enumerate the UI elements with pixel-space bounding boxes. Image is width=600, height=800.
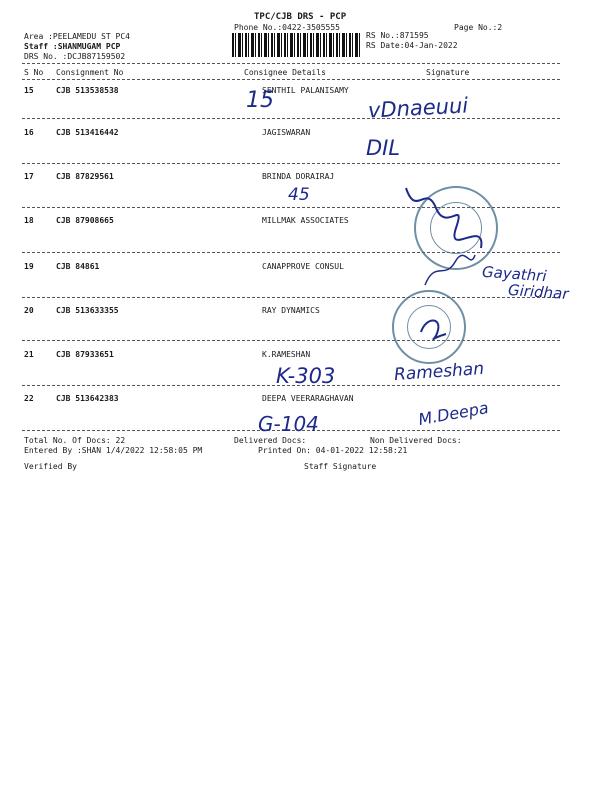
handwritten-note: 45 bbox=[288, 185, 310, 205]
column-header-sno: S No bbox=[24, 68, 44, 77]
handwritten-note: G-104 bbox=[258, 412, 319, 436]
handwritten-signature: M.Deepa bbox=[416, 397, 490, 430]
column-header-signature: Signature bbox=[426, 68, 470, 77]
printed-on: Printed On: 04-01-2022 12:58:21 bbox=[258, 446, 408, 455]
handwritten-note: 15 bbox=[246, 88, 274, 113]
divider bbox=[22, 163, 560, 164]
row-serial: 16 bbox=[24, 128, 34, 137]
row-consignment: CJB 87908665 bbox=[56, 216, 114, 225]
entered-by: Entered By :SHAN 1/4/2022 12:58:05 PM bbox=[24, 446, 203, 455]
handwritten-signature: Gayathri bbox=[481, 262, 548, 286]
row-consignment: CJB 84861 bbox=[56, 262, 100, 271]
row-consignee: JAGISWARAN bbox=[262, 128, 311, 137]
divider bbox=[22, 297, 560, 298]
area-label: Area :PEELAMEDU ST PC4 bbox=[24, 32, 130, 41]
row-consignment: CJB 513416442 bbox=[56, 128, 119, 137]
row-consignment: CJB 513538538 bbox=[56, 86, 119, 95]
staff-signature: Staff Signature bbox=[304, 462, 377, 471]
row-consignment: CJB 513642383 bbox=[56, 394, 119, 403]
row-consignment: CJB 513633355 bbox=[56, 306, 119, 315]
row-consignee: K.RAMESHAN bbox=[262, 350, 311, 359]
page-title: TPC/CJB DRS - PCP bbox=[254, 12, 347, 22]
row-serial: 18 bbox=[24, 216, 34, 225]
handwritten-signature: Rameshan bbox=[393, 358, 485, 386]
scribble-signature bbox=[416, 312, 456, 342]
barcode bbox=[232, 33, 360, 57]
row-consignee: SENTHIL PALANISAMY bbox=[262, 86, 349, 95]
divider bbox=[22, 340, 560, 341]
row-consignment: CJB 87933651 bbox=[56, 350, 114, 359]
rs-date: RS Date:04-Jan-2022 bbox=[366, 41, 458, 50]
row-consignee: BRINDA DORAIRAJ bbox=[262, 172, 335, 181]
row-serial: 20 bbox=[24, 306, 34, 315]
phone-number: Phone No.:0422-3505555 bbox=[234, 23, 340, 32]
rs-number: RS No.:871595 bbox=[366, 31, 429, 40]
handwritten-signature: vDnaeuui bbox=[367, 93, 469, 123]
staff-label: Staff :SHANMUGAM PCP bbox=[24, 42, 121, 51]
row-serial: 15 bbox=[24, 86, 34, 95]
row-consignee: MILLMAK ASSOCIATES bbox=[262, 216, 349, 225]
column-header-consignment: Consignment No bbox=[56, 68, 124, 77]
drs-number: DRS No. :DCJB87159502 bbox=[24, 52, 126, 61]
divider bbox=[22, 79, 560, 80]
divider bbox=[22, 63, 560, 64]
total-docs: Total No. Of Docs: 22 bbox=[24, 436, 126, 445]
row-consignee: RAY DYNAMICS bbox=[262, 306, 320, 315]
row-consignee: DEEPA VEERARAGHAVAN bbox=[262, 394, 354, 403]
row-consignee: CANAPPROVE CONSUL bbox=[262, 262, 344, 271]
row-serial: 17 bbox=[24, 172, 34, 181]
verified-by: Verified By bbox=[24, 462, 77, 471]
scribble-signature bbox=[420, 250, 480, 290]
delivered-docs: Delivered Docs: bbox=[234, 436, 307, 445]
handwritten-signature: Giridhar bbox=[507, 280, 570, 304]
divider bbox=[22, 118, 560, 119]
handwritten-note: K-303 bbox=[276, 364, 336, 388]
row-serial: 21 bbox=[24, 350, 34, 359]
column-header-consignee: Consignee Details bbox=[244, 68, 326, 77]
handwritten-signature: DIL bbox=[366, 136, 401, 160]
page-number: Page No.:2 bbox=[454, 23, 503, 32]
row-consignment: CJB 87829561 bbox=[56, 172, 114, 181]
non-delivered-docs: Non Delivered Docs: bbox=[370, 436, 462, 445]
row-serial: 19 bbox=[24, 262, 34, 271]
row-serial: 22 bbox=[24, 394, 34, 403]
